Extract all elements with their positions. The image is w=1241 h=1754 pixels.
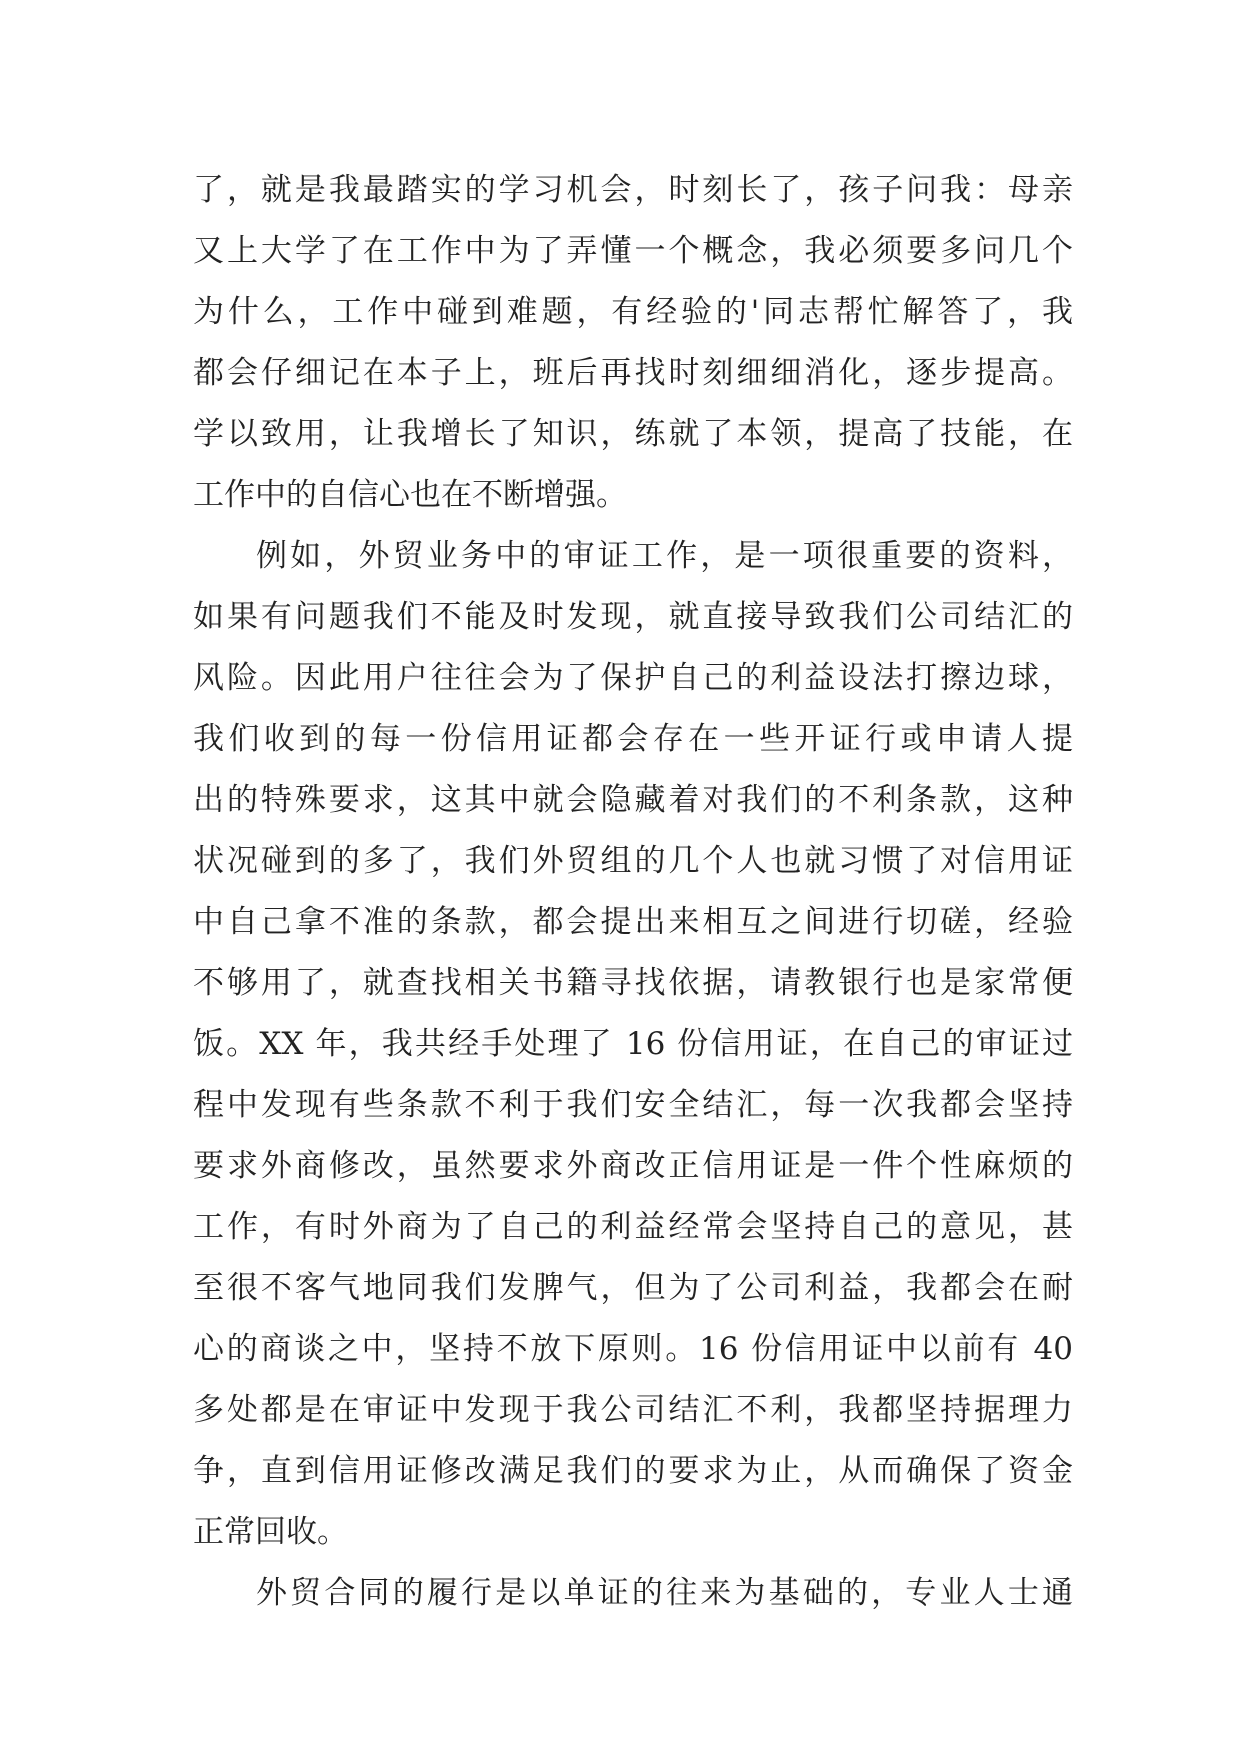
text-line: 程中发现有些条款不利于我们安全结汇，每一次我都会坚持 bbox=[193, 1087, 1073, 1123]
text-line: 为什么，工作中碰到难题，有经验的'同志帮忙解答了，我 bbox=[193, 294, 1073, 330]
text-line: 学以致用，让我增长了知识，练就了本领，提高了技能，在 bbox=[193, 416, 1073, 452]
text-line: 饭。XX 年，我共经手处理了 16 份信用证，在自己的审证过 bbox=[193, 1026, 1073, 1062]
text-line: 正常回收。 bbox=[193, 1514, 348, 1550]
text-line: 出的特殊要求，这其中就会隐藏着对我们的不利条款，这种 bbox=[193, 782, 1073, 818]
text-line: 外贸合同的履行是以单证的往来为基础的，专业人士通 bbox=[256, 1575, 1073, 1611]
text-line: 工作中的自信心也在不断增强。 bbox=[193, 477, 627, 513]
text-line: 又上大学了在工作中为了弄懂一个概念，我必须要多问几个 bbox=[193, 233, 1073, 269]
text-line: 都会仔细记在本子上，班后再找时刻细细消化，逐步提高。 bbox=[193, 355, 1073, 391]
text-line: 争，直到信用证修改满足我们的要求为止，从而确保了资金 bbox=[193, 1453, 1073, 1489]
text-line: 工作，有时外商为了自己的利益经常会坚持自己的意见，甚 bbox=[193, 1209, 1073, 1245]
paragraph-3 bbox=[193, 1563, 1073, 1624]
text-line: 了，就是我最踏实的学习机会，时刻长了，孩子问我：母亲 bbox=[193, 172, 1073, 208]
text-line: 多处都是在审证中发现于我公司结汇不利，我都坚持据理力 bbox=[193, 1392, 1073, 1428]
text-line: 我们收到的每一份信用证都会存在一些开证行或申请人提 bbox=[193, 721, 1073, 757]
text-line: 中自己拿不准的条款，都会提出来相互之间进行切磋，经验 bbox=[193, 904, 1073, 940]
text-line: 例如，外贸业务中的审证工作，是一项很重要的资料， bbox=[256, 538, 1073, 574]
text-line: 状况碰到的多了，我们外贸组的几个人也就习惯了对信用证 bbox=[193, 843, 1073, 879]
paragraph-1 bbox=[193, 160, 1073, 526]
text-line: 至很不客气地同我们发脾气，但为了公司利益，我都会在耐 bbox=[193, 1270, 1073, 1306]
text-line: 如果有问题我们不能及时发现，就直接导致我们公司结汇的 bbox=[193, 599, 1073, 635]
text-line: 要求外商修改，虽然要求外商改正信用证是一件个性麻烦的 bbox=[193, 1148, 1073, 1184]
text-line: 心的商谈之中，坚持不放下原则。16 份信用证中以前有 40 bbox=[193, 1331, 1073, 1367]
text-line: 风险。因此用户往往会为了保护自己的利益设法打擦边球， bbox=[193, 660, 1073, 696]
paragraph-2 bbox=[193, 526, 1073, 1563]
document-body bbox=[193, 160, 1073, 1624]
text-line: 不够用了，就查找相关书籍寻找依据，请教银行也是家常便 bbox=[193, 965, 1073, 1001]
